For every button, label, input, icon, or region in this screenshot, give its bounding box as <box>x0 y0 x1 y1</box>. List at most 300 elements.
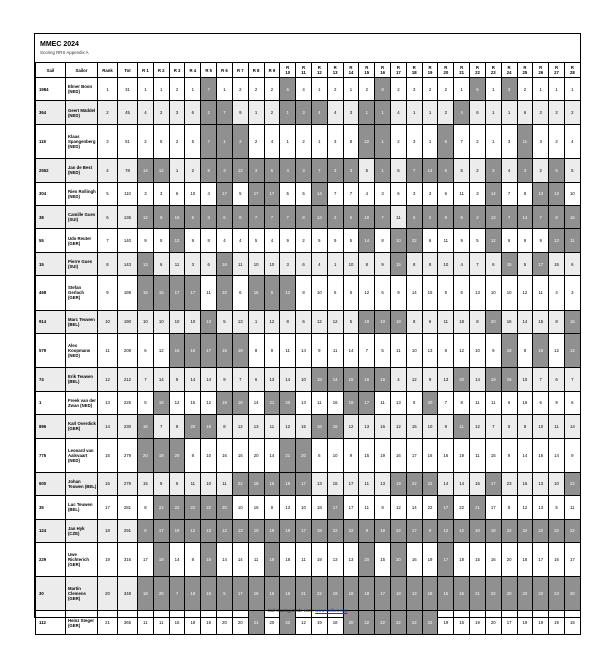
race-score-cell: 14 <box>327 368 343 391</box>
table-row <box>36 543 581 577</box>
race-score-cell: 15 <box>375 368 391 391</box>
race-score-cell: 11 <box>454 182 470 205</box>
race-score-cell: 10 <box>138 310 154 333</box>
race-score-cell: 18 <box>517 543 533 577</box>
race-score-cell: 11 <box>470 438 486 472</box>
race-score-cell: 5 <box>296 182 312 205</box>
race-score-cell: 12 <box>232 159 248 182</box>
race-score-cell: 6 <box>185 101 201 124</box>
race-score-cell: 10 <box>248 252 264 275</box>
race-score-cell: 19 <box>169 519 185 542</box>
column-header: Tot <box>118 63 138 78</box>
race-score-cell: 9 <box>311 334 327 368</box>
race-score-cell: 12 <box>564 334 580 368</box>
results-sheet <box>34 33 581 628</box>
race-score-cell: 7 <box>533 206 549 229</box>
race-score-cell: 16 <box>153 391 169 414</box>
race-score-cell: 5 <box>359 159 375 182</box>
race-score-cell: 18 <box>311 496 327 519</box>
race-score-cell: 3 <box>217 159 233 182</box>
race-score-cell: 6 <box>470 78 486 101</box>
race-score-cell: 22 <box>406 611 422 635</box>
race-score-cell: 17 <box>359 391 375 414</box>
race-score-cell: 3 <box>485 159 501 182</box>
race-score-cell: 13 <box>533 496 549 519</box>
rank-cell: 18 <box>98 519 118 542</box>
race-score-cell: 1 <box>485 78 501 101</box>
race-score-cell: 3 <box>517 159 533 182</box>
race-score-cell: 14 <box>406 276 422 310</box>
total-cell: 190 <box>118 310 138 333</box>
column-header: R 10 <box>280 63 296 78</box>
race-score-cell: 18 <box>280 543 296 577</box>
sail-number-cell: 468 <box>36 276 66 310</box>
race-score-cell: 14 <box>343 334 359 368</box>
rank-cell: 5 <box>98 182 118 205</box>
race-score-cell: 22 <box>564 519 580 542</box>
race-score-cell: 12 <box>169 229 185 252</box>
race-score-cell: 19 <box>280 472 296 495</box>
table-row <box>36 310 581 333</box>
race-score-cell: 13 <box>533 182 549 205</box>
race-score-cell: 1 <box>485 124 501 158</box>
rank-cell: 1 <box>98 78 118 101</box>
race-score-cell: 22 <box>169 496 185 519</box>
race-score-cell: 12 <box>280 415 296 438</box>
race-score-cell: 7 <box>406 159 422 182</box>
race-score-cell: 14 <box>517 206 533 229</box>
race-score-cell: 19 <box>375 438 391 472</box>
total-cell: 348 <box>118 577 138 611</box>
table-row <box>36 206 581 229</box>
race-score-cell: 13 <box>549 182 565 205</box>
race-score-cell: 7 <box>264 206 280 229</box>
race-score-cell: 6 <box>422 229 438 252</box>
race-score-cell: 12 <box>517 276 533 310</box>
table-row <box>36 252 581 275</box>
sail-number-cell: 74 <box>36 368 66 391</box>
race-score-cell: 19 <box>533 611 549 635</box>
sail-number-cell: 124 <box>36 519 66 542</box>
sail-number-cell: 35 <box>36 496 66 519</box>
race-score-cell: 15 <box>564 611 580 635</box>
race-score-cell: 14 <box>454 472 470 495</box>
race-score-cell: 23 <box>501 472 517 495</box>
sailor-name-cell: Stefan Gerlach (GER) <box>66 276 98 310</box>
race-score-cell: 8 <box>517 415 533 438</box>
race-score-cell: 2 <box>549 101 565 124</box>
column-header: R 21 <box>454 63 470 78</box>
race-score-cell: 22 <box>153 496 169 519</box>
race-score-cell: 12 <box>549 334 565 368</box>
race-score-cell: 18 <box>232 391 248 414</box>
column-header: R 17 <box>391 63 407 78</box>
race-score-cell: 10 <box>311 276 327 310</box>
race-score-cell: 12 <box>454 334 470 368</box>
table-row <box>36 472 581 495</box>
race-score-cell: 6 <box>517 101 533 124</box>
footer-link[interactable]: www.sailfast.app <box>315 608 348 613</box>
race-score-cell: 8 <box>454 391 470 414</box>
race-score-cell: 11 <box>280 334 296 368</box>
race-score-cell: 4 <box>296 78 312 101</box>
rank-cell: 10 <box>98 310 118 333</box>
race-score-cell: 4 <box>311 252 327 275</box>
race-score-cell: 22 <box>517 519 533 542</box>
race-score-cell: 22 <box>501 519 517 542</box>
race-score-cell: 17 <box>264 182 280 205</box>
race-score-cell: 6 <box>564 391 580 414</box>
race-score-cell: 22 <box>406 472 422 495</box>
race-score-cell: 6 <box>438 182 454 205</box>
column-header: R 27 <box>549 63 565 78</box>
race-score-cell: 7 <box>138 368 154 391</box>
rank-cell: 19 <box>98 543 118 577</box>
race-score-cell: 4 <box>201 182 217 205</box>
race-score-cell: 9 <box>232 101 248 124</box>
race-score-cell: 14 <box>517 438 533 472</box>
sail-number-cell: 112 <box>36 611 66 635</box>
race-score-cell: 8 <box>422 252 438 275</box>
race-score-cell: 10 <box>296 368 312 391</box>
race-score-cell: 13 <box>470 276 486 310</box>
sail-number-cell: 2552 <box>36 159 66 182</box>
race-score-cell: 11 <box>517 124 533 158</box>
race-score-cell: 10 <box>264 252 280 275</box>
race-score-cell: 3 <box>169 101 185 124</box>
race-score-cell: 3 <box>296 159 312 182</box>
sailor-name-cell: Martin Clemens (GER) <box>66 577 98 611</box>
race-score-cell: 5 <box>549 159 565 182</box>
race-score-cell: 15 <box>296 415 312 438</box>
race-score-cell: 2 <box>201 101 217 124</box>
sail-number-cell: 896 <box>36 415 66 438</box>
race-score-cell: 2 <box>564 101 580 124</box>
race-score-cell: 2 <box>359 78 375 101</box>
race-score-cell: 16 <box>470 472 486 495</box>
table-row <box>36 276 581 310</box>
race-score-cell: 20 <box>391 543 407 577</box>
race-score-cell: 3 <box>138 182 154 205</box>
race-score-cell: 13 <box>438 368 454 391</box>
race-score-cell: 22 <box>533 519 549 542</box>
race-score-cell: 3 <box>375 182 391 205</box>
race-score-cell: 1 <box>138 78 154 101</box>
race-score-cell: 22 <box>280 611 296 635</box>
race-score-cell: 15 <box>533 310 549 333</box>
sailor-name-cell: Camille Gues (SUI) <box>66 206 98 229</box>
race-score-cell: 1 <box>485 101 501 124</box>
race-score-cell: 15 <box>564 206 580 229</box>
race-score-cell: 16 <box>248 577 264 611</box>
column-header: R 11 <box>296 63 312 78</box>
race-score-cell: 7 <box>438 391 454 414</box>
race-score-cell: 7 <box>454 124 470 158</box>
race-score-cell: 13 <box>406 577 422 611</box>
sail-number-cell: 55 <box>36 229 66 252</box>
race-score-cell: 6 <box>564 252 580 275</box>
race-score-cell: 19 <box>232 334 248 368</box>
race-score-cell: 12 <box>327 310 343 333</box>
race-score-cell: 1 <box>311 78 327 101</box>
race-score-cell: 16 <box>517 391 533 414</box>
sail-number-cell: 30 <box>36 577 66 611</box>
race-score-cell: 5 <box>311 229 327 252</box>
sailor-name-cell: Rien Rollingh (NED) <box>66 182 98 205</box>
race-score-cell: 4 <box>217 229 233 252</box>
race-score-cell: 7 <box>327 182 343 205</box>
sail-number-cell: 1984 <box>36 78 66 101</box>
race-score-cell: 1 <box>248 101 264 124</box>
race-score-cell: 3 <box>248 159 264 182</box>
race-score-cell: 1 <box>564 78 580 101</box>
sail-number-cell: 15 <box>36 252 66 275</box>
race-score-cell: 2 <box>470 159 486 182</box>
table-row <box>36 124 581 158</box>
race-score-cell: 9 <box>264 334 280 368</box>
total-cell: 230 <box>118 415 138 438</box>
race-score-cell: 9 <box>375 252 391 275</box>
race-score-cell: 21 <box>248 611 264 635</box>
race-score-cell: 10 <box>201 472 217 495</box>
race-score-cell: 5 <box>406 206 422 229</box>
race-score-cell: 18 <box>201 543 217 577</box>
race-score-cell: 11 <box>391 206 407 229</box>
race-score-cell: 13 <box>201 519 217 542</box>
race-score-cell: 17 <box>296 519 312 542</box>
race-score-cell: 2 <box>533 101 549 124</box>
race-score-cell: 3 <box>343 101 359 124</box>
race-score-cell: 2 <box>169 124 185 158</box>
race-score-cell: 8 <box>517 182 533 205</box>
column-header: R 13 <box>327 63 343 78</box>
sailor-name-cell: Jan de Best (NED) <box>66 159 98 182</box>
race-score-cell: 2 <box>391 124 407 158</box>
race-score-cell: 18 <box>153 543 169 577</box>
race-score-cell: 10 <box>248 519 264 542</box>
race-score-cell: 19 <box>311 611 327 635</box>
race-score-cell: 14 <box>248 391 264 414</box>
race-score-cell: 16 <box>549 543 565 577</box>
race-score-cell: 6 <box>501 229 517 252</box>
race-score-cell: 11 <box>533 276 549 310</box>
race-score-cell: 8 <box>232 206 248 229</box>
race-score-cell: 5 <box>549 496 565 519</box>
race-score-cell: 4 <box>264 124 280 158</box>
race-score-cell: 13 <box>232 310 248 333</box>
race-score-cell: 19 <box>470 611 486 635</box>
race-score-cell: 20 <box>248 438 264 472</box>
race-score-cell: 10 <box>485 276 501 310</box>
race-score-cell: 20 <box>422 391 438 414</box>
column-header: Rank <box>98 63 118 78</box>
race-score-cell: 6 <box>138 334 154 368</box>
race-score-cell: 15 <box>359 438 375 472</box>
race-score-cell: 18 <box>422 577 438 611</box>
race-score-cell: 9 <box>185 229 201 252</box>
race-score-cell: 2 <box>138 124 154 158</box>
race-score-cell: 14 <box>296 334 312 368</box>
race-score-cell: 5 <box>153 229 169 252</box>
race-score-cell: 15 <box>264 472 280 495</box>
race-score-cell: 20 <box>217 611 233 635</box>
race-score-cell: 5 <box>217 310 233 333</box>
race-score-cell: 1 <box>248 310 264 333</box>
race-score-cell: 9 <box>201 159 217 182</box>
race-score-cell: 20 <box>232 611 248 635</box>
race-score-cell: 20 <box>501 543 517 577</box>
race-score-cell: 15 <box>217 334 233 368</box>
race-score-cell: 9 <box>169 415 185 438</box>
race-score-cell: 15 <box>422 276 438 310</box>
race-score-cell: 1 <box>375 159 391 182</box>
race-score-cell: 1 <box>185 78 201 101</box>
race-score-cell: 6 <box>327 276 343 310</box>
race-score-cell: 4 <box>564 124 580 158</box>
race-score-cell: 13 <box>232 519 248 542</box>
race-score-cell: 6 <box>264 276 280 310</box>
race-score-cell: 12 <box>406 368 422 391</box>
column-header: R 18 <box>406 63 422 78</box>
race-score-cell: 10 <box>359 206 375 229</box>
race-score-cell: 6 <box>501 391 517 414</box>
race-score-cell: 2 <box>296 124 312 158</box>
race-score-cell: 15 <box>169 611 185 635</box>
table-row <box>36 101 581 124</box>
race-score-cell: 18 <box>454 310 470 333</box>
column-header: R 8 <box>248 63 264 78</box>
race-score-cell: 1 <box>280 101 296 124</box>
total-cell: 316 <box>118 543 138 577</box>
total-cell: 281 <box>118 496 138 519</box>
sailor-name-cell: Uwe Richterich (GER) <box>66 543 98 577</box>
race-score-cell: 7 <box>217 101 233 124</box>
results-table <box>35 62 581 635</box>
race-score-cell: 22 <box>343 519 359 542</box>
race-score-cell: 6 <box>454 276 470 310</box>
race-score-cell: 18 <box>391 577 407 611</box>
column-header: R 19 <box>422 63 438 78</box>
race-score-cell: 7 <box>485 415 501 438</box>
race-score-cell: 9 <box>375 496 391 519</box>
race-score-cell: 19 <box>311 543 327 577</box>
race-score-cell: 3 <box>470 182 486 205</box>
page-subtitle: Scoring RRS Appendix A <box>40 50 89 55</box>
race-score-cell: 14 <box>280 368 296 391</box>
race-score-cell: 6 <box>248 368 264 391</box>
race-score-cell: 17 <box>185 276 201 310</box>
race-score-cell: 10 <box>549 472 565 495</box>
column-header: R 15 <box>359 63 375 78</box>
race-score-cell: 16 <box>138 415 154 438</box>
race-score-cell: 13 <box>138 252 154 275</box>
race-score-cell: 20 <box>217 496 233 519</box>
sailor-name-cell: Marc Teuwen (BEL) <box>66 310 98 333</box>
race-score-cell: 13 <box>296 391 312 414</box>
race-score-cell: 3 <box>201 206 217 229</box>
race-score-cell: 7 <box>564 368 580 391</box>
race-score-cell: 18 <box>327 611 343 635</box>
sailor-name-cell: Erik Teuwen (BEL) <box>66 368 98 391</box>
race-score-cell: 2 <box>185 159 201 182</box>
race-score-cell: 10 <box>327 438 343 472</box>
race-score-cell: 22 <box>454 496 470 519</box>
race-score-cell: 16 <box>169 334 185 368</box>
race-score-cell: 19 <box>438 611 454 635</box>
race-score-cell: 18 <box>185 611 201 635</box>
race-score-cell: 13 <box>280 496 296 519</box>
race-score-cell: 8 <box>359 252 375 275</box>
race-score-cell: 22 <box>485 577 501 611</box>
race-score-cell: 7 <box>248 206 264 229</box>
race-score-cell: 16 <box>533 334 549 368</box>
race-score-cell: 8 <box>138 519 154 542</box>
race-score-cell: 10 <box>391 229 407 252</box>
race-score-cell: 10 <box>501 276 517 310</box>
table-row <box>36 438 581 472</box>
race-score-cell: 3 <box>406 124 422 158</box>
race-score-cell: 3 <box>343 159 359 182</box>
race-score-cell: 11 <box>264 415 280 438</box>
sailor-name-cell: Geert Mäddel (NED) <box>66 101 98 124</box>
race-score-cell: 9 <box>454 206 470 229</box>
rank-cell: 20 <box>98 577 118 611</box>
race-score-cell: 11 <box>248 543 264 577</box>
race-score-cell: 7 <box>201 78 217 101</box>
race-score-cell: 10 <box>470 334 486 368</box>
race-score-cell: 16 <box>438 438 454 472</box>
race-score-cell: 6 <box>391 182 407 205</box>
race-score-cell: 7 <box>311 159 327 182</box>
race-score-cell: 14 <box>138 159 154 182</box>
race-score-cell: 20 <box>564 577 580 611</box>
race-score-cell: 22 <box>549 519 565 542</box>
race-score-cell: 7 <box>153 415 169 438</box>
race-score-cell: 11 <box>564 496 580 519</box>
race-score-cell: 14 <box>359 229 375 252</box>
sailor-name-cell: Freek van der Zwan (NED) <box>66 391 98 414</box>
race-score-cell: 10 <box>185 182 201 205</box>
race-score-cell: 9 <box>138 229 154 252</box>
race-score-cell: 15 <box>153 276 169 310</box>
race-score-cell: 10 <box>422 415 438 438</box>
total-cell: 225 <box>118 391 138 414</box>
race-score-cell: 9 <box>343 438 359 472</box>
race-score-cell: 5 <box>375 334 391 368</box>
race-score-cell: 19 <box>217 391 233 414</box>
sailor-name-cell: Johan Teuwen (BEL) <box>66 472 98 495</box>
race-score-cell: 15 <box>201 577 217 611</box>
race-score-cell: 9 <box>327 229 343 252</box>
total-cell: 110 <box>118 182 138 205</box>
race-score-cell: 19 <box>185 577 201 611</box>
race-score-cell: 20 <box>359 543 375 577</box>
race-score-cell: 4 <box>501 159 517 182</box>
race-score-cell: 12 <box>454 519 470 542</box>
race-score-cell: 2 <box>391 78 407 101</box>
race-score-cell: 17 <box>248 182 264 205</box>
race-score-cell: 9 <box>264 496 280 519</box>
race-score-cell: 20 <box>343 611 359 635</box>
race-score-cell: 11 <box>470 391 486 414</box>
race-score-cell: 16 <box>406 543 422 577</box>
race-score-cell: 8 <box>217 415 233 438</box>
race-score-cell: 12 <box>296 611 312 635</box>
race-score-cell: 1 <box>406 101 422 124</box>
race-score-cell: 11 <box>232 252 248 275</box>
race-score-cell: 8 <box>517 334 533 368</box>
race-score-cell: 4 <box>311 101 327 124</box>
